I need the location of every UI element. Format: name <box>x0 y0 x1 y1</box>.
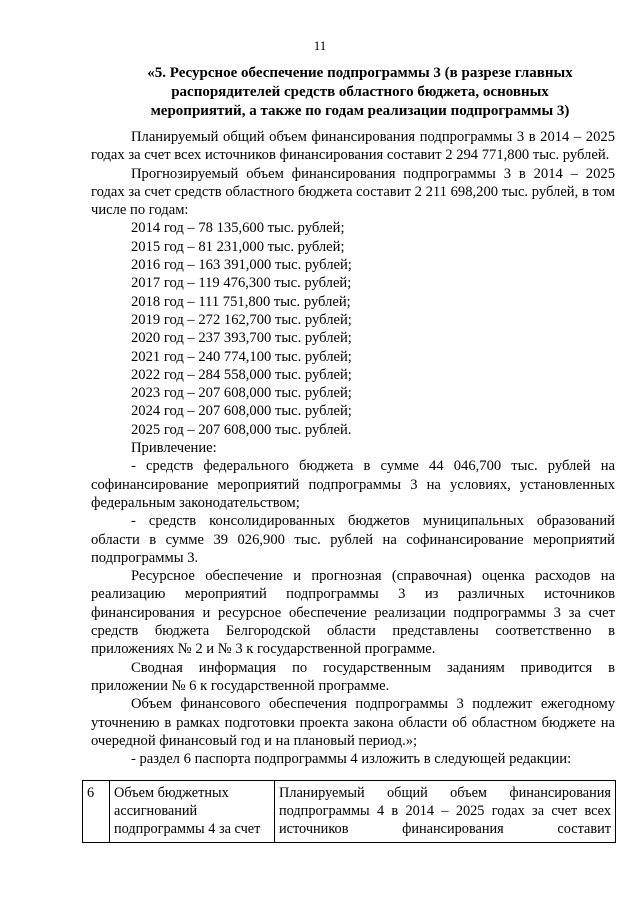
year-item: 2016 год – 163 391,000 тыс. рублей; <box>131 257 352 274</box>
row-label-cell: Объем бюджетных ассигнований подпрограммы 4 за счет <box>110 781 275 843</box>
heading-line: «5. Ресурсное обеспечение подпрограммы 3 (в разрезе главных <box>147 65 573 81</box>
table-row <box>83 781 616 843</box>
heading-line: распорядителей средств областного бюджета, основных <box>171 84 549 100</box>
planned-total-paragraph: Планируемый общий объем финансирования подпрограммы 3 в 2014 – 2025 годах за счет всех источников финансирования составит 2 294 771,800 тыс. рублей. <box>91 129 615 164</box>
municipal-funding-paragraph: - средств консолидированных бюджетов муниципальных образований области в сумме 39 026,900 тыс. рублей на софинансирование мероприятий подпрограммы 3. <box>91 513 615 566</box>
year-item: 2022 год – 284 558,000 тыс. рублей; <box>131 366 352 383</box>
year-item: 2018 год – 111 751,800 тыс. рублей; <box>131 293 351 310</box>
year-item: 2025 год – 207 608,000 тыс. рублей. <box>131 421 352 438</box>
yearly-funding-list <box>91 219 615 439</box>
year-item: 2015 год – 81 231,000 тыс. рублей; <box>131 238 345 255</box>
summary-paragraph: Сводная информация по государственным заданиям приводится в приложении № 6 к государственной программе. <box>91 659 615 694</box>
year-item: 2020 год – 237 393,700 тыс. рублей; <box>131 330 352 347</box>
section-heading <box>118 64 602 121</box>
row-number-cell: 6 <box>83 781 110 843</box>
row-content-cell: Планируемый общий объем финансирования подпрограммы 4 в 2014 – 2025 годах за счет всех источников финансирования составит <box>275 781 616 843</box>
page-number: 11 <box>313 38 327 53</box>
attraction-heading: Привлечение: <box>131 440 217 457</box>
annual-update-paragraph: Объем финансового обеспечения подпрограммы 3 подлежит ежегодному уточнению в рамках подготовки проекта закона области об областном бюджете на очередной финансовый год и на плановый период.»; <box>91 696 615 749</box>
passport-table <box>82 780 616 843</box>
year-item: 2017 год – 119 476,300 тыс. рублей; <box>131 275 352 292</box>
year-item: 2023 год – 207 608,000 тыс. рублей; <box>131 385 352 402</box>
heading-line: мероприятий, а также по годам реализации подпрограммы 3) <box>150 103 570 119</box>
year-item: 2024 год – 207 608,000 тыс. рублей; <box>131 403 352 420</box>
federal-funding-paragraph: - средств федерального бюджета в сумме 44 046,700 тыс. рублей на софинансирование мероприятий подпрограммы 3 на условиях, установленных федеральным законодательством; <box>91 458 615 511</box>
year-item: 2019 год – 272 162,700 тыс. рублей; <box>131 311 352 328</box>
resource-forecast-paragraph: Ресурсное обеспечение и прогнозная (справочная) оценка расходов на реализацию мероприятий подпрограммы 3 из различных источников финансирования и ресурсное обеспечение реализации подпрограммы 3 за счет средств бюджета Белгородской области представлены соответственно в приложениях № 2 и № 3 к государственной программе. <box>91 568 615 658</box>
section-body <box>91 128 615 768</box>
forecast-regional-paragraph: Прогнозируемый объем финансирования подпрограммы 3 в 2014 – 2025 годах за счет средств областного бюджета составит 2 211 698,200 тыс. рублей, в том числе по годам: <box>91 165 615 219</box>
year-item: 2021 год – 240 774,100 тыс. рублей; <box>131 348 352 365</box>
section6-intro-paragraph: - раздел 6 паспорта подпрограммы 4 изложить в следующей редакции: <box>131 751 572 768</box>
year-item: 2014 год – 78 135,600 тыс. рублей; <box>131 220 345 237</box>
